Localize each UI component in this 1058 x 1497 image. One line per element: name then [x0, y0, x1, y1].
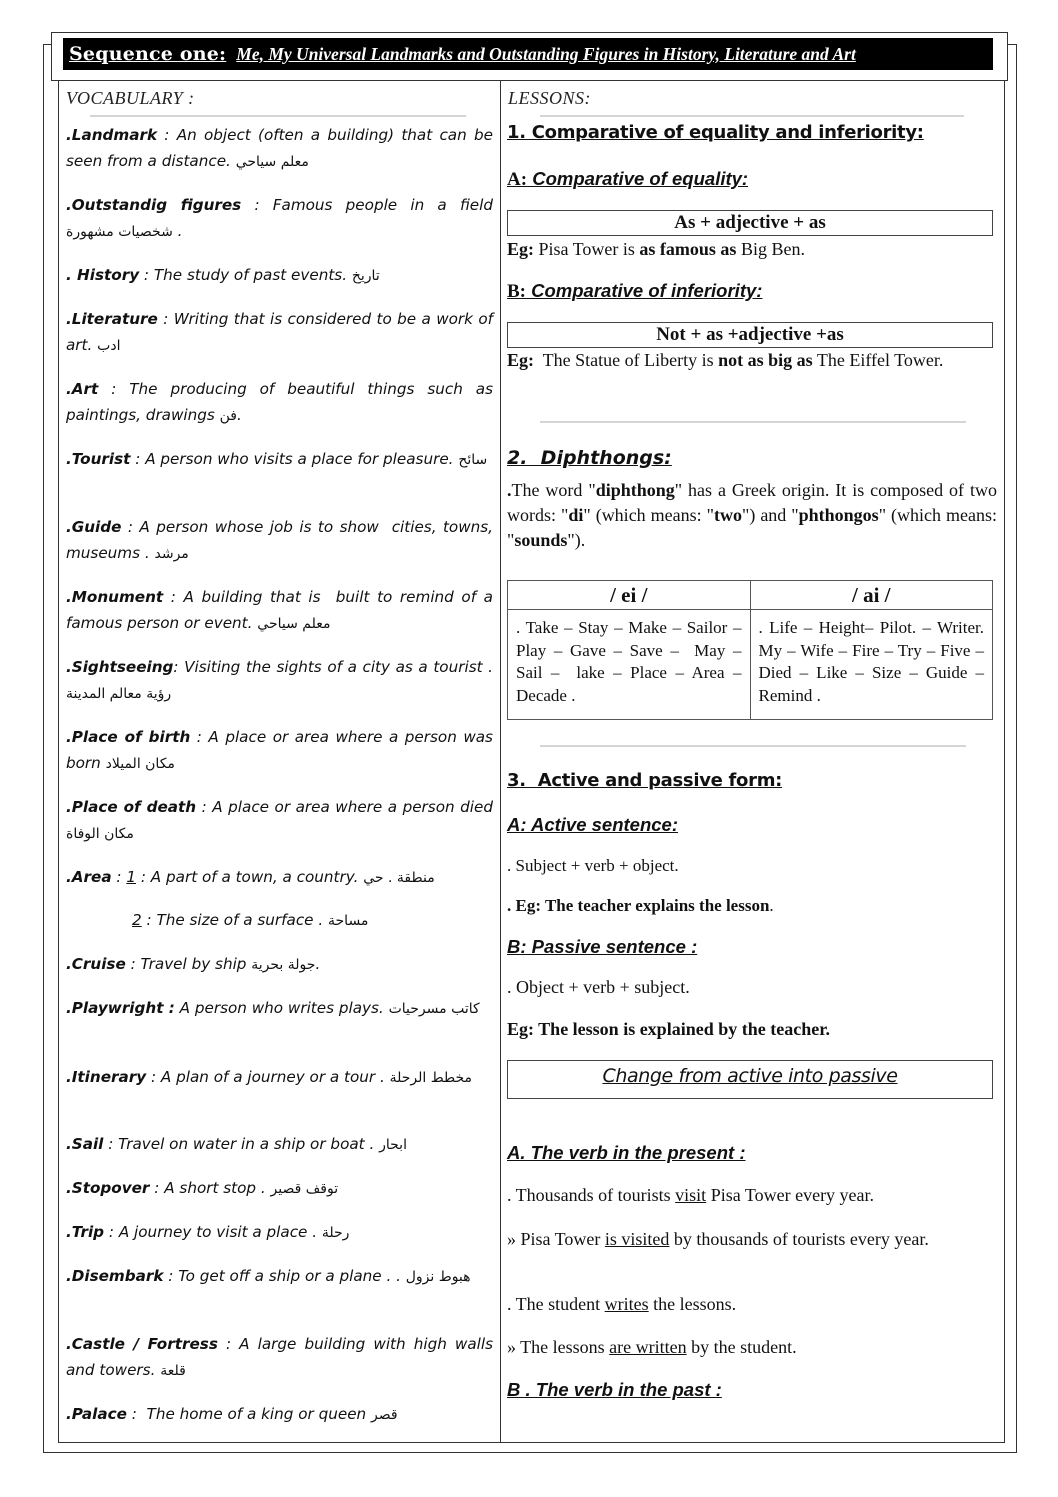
title-banner: [63, 38, 993, 70]
present-title: A. The verb in the present :: [507, 1142, 746, 1163]
sense-number: 1: [126, 868, 137, 886]
sequence-title: Me, My Universal Landmarks and Outstanding Figures in History, Literature and Art: [236, 43, 856, 64]
vocabulary-definition: A journey to visit a place .: [118, 1223, 318, 1241]
active-rule: . Subject + verb + object.: [507, 856, 679, 875]
vocabulary-entry: [66, 1263, 493, 1290]
term-separator: :: [157, 126, 177, 144]
arabic-translation: رؤية معالم المدينة: [66, 686, 172, 702]
arabic-translation: رحلة: [321, 1225, 350, 1241]
vocabulary-definition: A short stop .: [164, 1179, 266, 1197]
vocabulary-entry: [66, 1064, 493, 1091]
vocabulary-term: .Castle / Fortress: [66, 1335, 218, 1353]
vocabulary-entry: [66, 376, 498, 429]
vocabulary-term: .Guide: [66, 518, 122, 536]
example-text: . The student: [507, 1294, 605, 1314]
ei-header: / ei /: [508, 581, 751, 610]
past-heading: [507, 1379, 997, 1401]
arabic-translation: تاريخ: [351, 268, 380, 284]
inferiority-title: Comparative of inferiority:: [526, 280, 763, 301]
diphthongs-table: [507, 580, 993, 720]
lessons-rule: [540, 115, 964, 117]
vocabulary-entry: [66, 794, 493, 847]
vocabulary-term: .Place of birth: [66, 728, 191, 746]
present-example-4: [507, 1337, 997, 1358]
trailing-punctuation: .: [172, 222, 183, 240]
arabic-translation: ابحار: [379, 1137, 407, 1153]
vocabulary-entry: [66, 1175, 493, 1202]
sequence-label: Sequence one:: [69, 43, 227, 65]
term-separator: :: [104, 1223, 119, 1241]
change-box-title: Change from active into passive: [602, 1065, 898, 1087]
intro-text: ").: [567, 530, 586, 550]
term-separator: :: [139, 266, 154, 284]
eg-text: The Statue of Liberty is: [534, 350, 719, 370]
example-text: by thousands of tourists every year.: [669, 1229, 929, 1249]
vocabulary-term: .Disembark: [66, 1267, 164, 1285]
vocabulary-definition: An object (often a building) that can be seen from a distance.: [66, 126, 498, 170]
inferiority-letter: B:: [507, 281, 526, 302]
example-text: . Thousands of tourists: [507, 1185, 676, 1205]
trailing-punctuation: .: [315, 955, 321, 973]
vocabulary-definition: A person whose job is to show cities, towns, museums .: [66, 518, 498, 562]
intro-text: " (which means: ": [583, 505, 714, 525]
diphthongs-intro: [507, 478, 997, 553]
arabic-translation: كاتب مسرحيات: [388, 1001, 480, 1017]
vocabulary-definition: A plan of a journey or a tour .: [160, 1068, 385, 1086]
vocabulary-entry: [66, 584, 498, 637]
equality-formula-box: As + adjective + as: [507, 210, 993, 236]
vocabulary-definition: The producing of beautiful things such as paintings, drawings: [66, 380, 498, 424]
intro-bold: phthongos: [798, 505, 879, 525]
term-separator: :: [163, 588, 184, 606]
intro-bold: diphthong: [595, 480, 675, 500]
eg-text: The Eiffel Tower.: [812, 350, 944, 370]
vocabulary-term: .Outstandig figures: [66, 196, 242, 214]
active-title: A: Active sentence:: [507, 814, 679, 835]
vocabulary-definition: A place or area where a person was born: [66, 728, 498, 772]
present-heading: [507, 1142, 997, 1164]
term-separator: :: [98, 380, 130, 398]
term-separator: :: [121, 518, 140, 536]
arabic-translation: مخطط الرحلة: [389, 1070, 473, 1086]
passive-rule: . Object + verb + subject.: [507, 977, 690, 997]
vocabulary-entry: [66, 306, 498, 359]
vocabulary-definition: A large building with high walls and towers.: [66, 1335, 498, 1379]
trailing-punctuation: .: [237, 406, 242, 424]
vocabulary-definition: A person who visits a place for pleasure.: [145, 450, 454, 468]
vocabulary-entry: [66, 262, 493, 289]
vocabulary-entry: [66, 864, 493, 891]
arabic-translation: شخصيات مشهورة: [66, 224, 173, 240]
example-verb: are written: [609, 1337, 687, 1357]
active-passive-title: 3. Active and passive form:: [507, 770, 783, 791]
section-separator: [540, 421, 966, 423]
vocabulary-term: .Cruise: [66, 955, 126, 973]
vocabulary-entry: [66, 724, 498, 777]
term-separator: :: [173, 658, 185, 676]
active-passive-heading: [507, 770, 997, 791]
ai-word-list: . Life – Height– Pilot. – Writer. My – Wife – Fire – Try – Five – Died – Like – Size – Guide – Remind .: [758, 618, 993, 705]
present-example-2: [507, 1227, 997, 1252]
comparative-heading: [507, 122, 997, 143]
ei-word-list: . Take – Stay – Make – Sailor – Play – Gave – Save – May – Sail – lake – Place – Area – Decade .: [516, 618, 746, 705]
active-example-end: .: [769, 896, 774, 915]
term-separator: :: [111, 868, 127, 886]
intro-bold: .: [507, 480, 512, 500]
vocabulary-definition: : The size of a surface .: [141, 911, 324, 929]
ei-words: [508, 610, 751, 720]
passive-example: Eg: The lesson is explained by the teacher.: [507, 1019, 831, 1039]
vocabulary-definition: A person who writes plays.: [179, 999, 384, 1017]
vocabulary-term: .Playwright :: [66, 999, 175, 1017]
eg-text: Big Ben.: [736, 239, 805, 259]
arabic-translation: مساحة: [328, 913, 369, 929]
vocabulary-entry: [66, 1331, 498, 1384]
vocabulary-term: .Art: [66, 380, 99, 398]
vocabulary-term: .Sail: [66, 1135, 104, 1153]
passive-heading: [507, 936, 997, 958]
vocabulary-entry: [66, 654, 493, 707]
arabic-translation: قلعة: [160, 1363, 186, 1379]
intro-text: " has a Greek origin. It is composed of two words: ": [507, 480, 997, 525]
eg-label: Eg:: [507, 350, 534, 370]
vocabulary-rule: [90, 115, 466, 117]
arabic-translation: مكان الوفاة: [66, 826, 134, 842]
example-text: » Pisa Tower: [507, 1229, 605, 1249]
arabic-translation: معلم سياحي: [257, 616, 331, 632]
vocabulary-entry: [66, 1131, 493, 1158]
term-separator: :: [241, 196, 273, 214]
equality-title: Comparative of equality:: [527, 168, 749, 189]
active-example-text: . Eg: The teacher explains the lesson: [507, 896, 770, 915]
equality-example: [507, 238, 997, 260]
vocabulary-definition: Writing that is considered to be a work of art.: [66, 310, 498, 354]
vocabulary-definition: Travel on water in a ship or boat .: [118, 1135, 375, 1153]
sense-number: 2: [132, 911, 142, 929]
vocabulary-term: .Palace: [66, 1405, 127, 1423]
vocabulary-definition: Visiting the sights of a city as a tourist .: [184, 658, 493, 676]
vocabulary-term: .Tourist: [66, 450, 131, 468]
active-heading: [507, 814, 997, 836]
vocabulary-entry: [66, 907, 559, 934]
eg-bold: as famous as: [639, 239, 737, 259]
present-example-1: [507, 1185, 997, 1206]
example-text: » The lessons: [507, 1337, 610, 1357]
term-separator: :: [149, 1179, 165, 1197]
inferiority-formula-box: Not + as +adjective +as: [507, 322, 993, 348]
arabic-translation: معلم سياحي: [235, 154, 309, 170]
equality-heading: [507, 168, 997, 191]
vocabulary-entry: [66, 514, 498, 567]
term-separator: :: [146, 1068, 161, 1086]
vocabulary-term: .Place of death: [66, 798, 197, 816]
term-separator: :: [130, 450, 146, 468]
past-title: B . The verb in the past :: [507, 1379, 722, 1400]
term-separator: :: [103, 1135, 119, 1153]
vocabulary-entry: [66, 122, 498, 175]
term-separator: :: [126, 1405, 147, 1423]
vocabulary-term: .Stopover: [66, 1179, 150, 1197]
vocabulary-definition: The study of past events.: [153, 266, 348, 284]
term-separator: :: [217, 1335, 240, 1353]
term-separator: :: [157, 310, 174, 328]
intro-text: " (which means: ": [507, 505, 997, 550]
vocabulary-term: .Area: [66, 868, 112, 886]
eg-text: Pisa Tower is: [534, 239, 640, 259]
term-separator: :: [125, 955, 141, 973]
vocabulary-term: .Itinerary: [66, 1068, 147, 1086]
vocabulary-term: .Trip: [66, 1223, 105, 1241]
vocabulary-entry: [66, 951, 493, 978]
term-separator: :: [196, 798, 213, 816]
example-text: the lessons.: [648, 1294, 737, 1314]
vocabulary-term: .Sightseeing: [66, 658, 174, 676]
term-separator: :: [163, 1267, 179, 1285]
arabic-translation: توقف قصير: [270, 1181, 339, 1197]
vocabulary-entry: [66, 1401, 493, 1428]
vocabulary-definition: : A part of a town, a country.: [136, 868, 359, 886]
column-divider: [500, 80, 501, 1443]
arabic-translation: سائح: [458, 452, 488, 468]
vocabulary-term: .Landmark: [66, 126, 158, 144]
arabic-translation: هبوط نزول: [405, 1269, 471, 1285]
vocabulary-entry: [66, 995, 493, 1022]
lessons-heading: LESSONS:: [508, 88, 592, 108]
ai-words: [750, 610, 993, 720]
intro-bold: two: [713, 505, 742, 525]
intro-bold: di: [568, 505, 584, 525]
vocabulary-definition: Famous people in a field: [272, 196, 493, 214]
diphthongs-heading: [507, 447, 997, 469]
vocabulary-entry: [66, 192, 493, 245]
example-text: Pisa Tower every year.: [706, 1185, 875, 1205]
comparative-title: 1. Comparative of equality and inferiority:: [507, 122, 924, 143]
intro-bold: sounds: [514, 530, 568, 550]
ai-header: / ai /: [750, 581, 993, 610]
vocabulary-definition: A place or area where a person died: [212, 798, 493, 816]
arabic-translation: جولة بحرية: [251, 957, 316, 973]
section-separator: [540, 745, 966, 747]
arabic-translation: مرشد: [154, 546, 189, 562]
eg-bold: not as big as: [718, 350, 813, 370]
diphthongs-title: 2. Diphthongs:: [507, 447, 672, 469]
vocabulary-heading: VOCABULARY :: [66, 88, 195, 108]
intro-text: The word ": [511, 480, 596, 500]
vocabulary-definition: To get off a ship or a plane . .: [178, 1267, 401, 1285]
example-verb: is visited: [604, 1229, 670, 1249]
passive-title: B: Passive sentence :: [507, 936, 698, 957]
arabic-translation: قصر: [371, 1407, 398, 1423]
vocabulary-definition: Travel by ship: [140, 955, 247, 973]
eg-label: Eg:: [507, 239, 534, 259]
equality-letter: A:: [507, 169, 528, 190]
active-example: [507, 896, 997, 916]
inferiority-example: [507, 348, 997, 372]
term-separator: :: [190, 728, 209, 746]
example-verb: writes: [604, 1294, 649, 1314]
vocabulary-entry: [66, 1219, 493, 1246]
arabic-translation: ادب: [97, 338, 121, 354]
arabic-translation: فن: [219, 408, 237, 424]
present-example-3: [507, 1294, 997, 1315]
vocabulary-term: . History: [66, 266, 140, 284]
example-verb: visit: [675, 1185, 707, 1205]
arabic-translation: منطقة . حي: [363, 870, 435, 886]
vocabulary-entry: [66, 446, 493, 473]
vocabulary-term: .Monument: [66, 588, 164, 606]
vocabulary-definition: A building that is built to remind of a famous person or event.: [66, 588, 498, 632]
example-text: by the student.: [686, 1337, 797, 1357]
inferiority-heading: [507, 280, 997, 303]
change-active-passive-box: [507, 1060, 993, 1099]
vocabulary-definition: The home of a king or queen: [146, 1405, 367, 1423]
intro-text: ") and ": [741, 505, 799, 525]
vocabulary-term: .Literature: [66, 310, 158, 328]
arabic-translation: مكان الميلاد: [105, 756, 175, 772]
